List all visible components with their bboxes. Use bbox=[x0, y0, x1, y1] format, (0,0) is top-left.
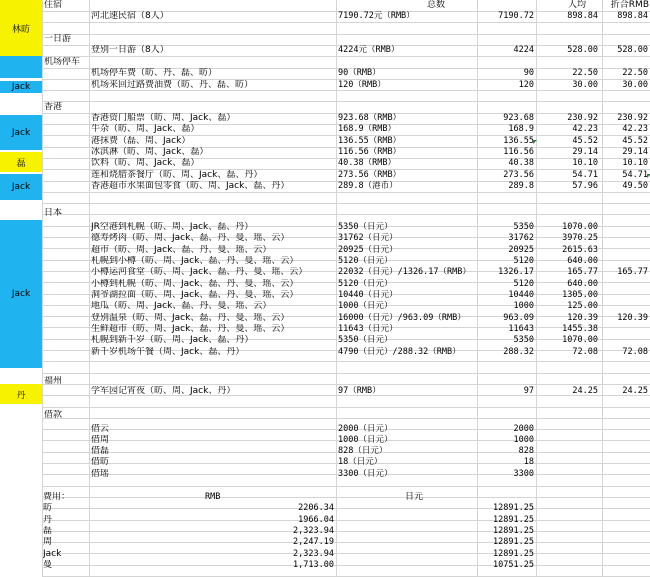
summary-jpy: 12891.25 bbox=[493, 503, 534, 513]
summary-rmb: 2,323.94 bbox=[293, 549, 334, 559]
expense-avg: 1305.00 bbox=[562, 290, 598, 300]
grid-line bbox=[42, 508, 650, 509]
expense-avg-rmb: 54.71 bbox=[622, 170, 648, 180]
loan-who: 借磊 bbox=[91, 446, 110, 456]
section-japan: 日本 bbox=[44, 208, 63, 218]
grid-line bbox=[42, 101, 650, 102]
summary-name: 昉 bbox=[43, 503, 53, 513]
loan-who: 借瑶 bbox=[91, 469, 110, 479]
expense-avg: 1070.00 bbox=[562, 222, 598, 232]
expense-avg: 30.00 bbox=[572, 80, 598, 90]
expense-rmb: 20925 bbox=[508, 245, 534, 255]
header-per-person-rmb: 折合RMB bbox=[610, 0, 649, 10]
band-label: Jack bbox=[11, 127, 31, 138]
summary-jpy: 12891.25 bbox=[493, 549, 534, 559]
expense-rmb: 1000 bbox=[513, 301, 534, 311]
expense-total: 168.9（RMB） bbox=[338, 124, 396, 134]
summary-name: 周 bbox=[43, 537, 53, 547]
grid-line bbox=[42, 407, 650, 408]
expense-total: 11643（日元） bbox=[338, 324, 398, 334]
grid-line bbox=[42, 384, 650, 385]
expense-total: 4790（日元）/288.32（RMB） bbox=[338, 347, 461, 357]
grid-line bbox=[42, 34, 650, 35]
loan-amount: 2000（日元） bbox=[338, 424, 393, 434]
expense-item: 小樽到札幌（昉、周、Jack、磊、丹、曼、瑶、云） bbox=[91, 279, 299, 289]
expense-rmb: 5350 bbox=[513, 222, 534, 232]
loan-value: 2000 bbox=[513, 424, 534, 434]
grid-line bbox=[42, 486, 650, 487]
section-loans: 借款 bbox=[44, 410, 63, 420]
expense-rmb: 7190.72 bbox=[498, 11, 534, 21]
section-one-day-tour: 一日游 bbox=[44, 34, 72, 44]
expense-avg: 54.71 bbox=[572, 170, 598, 180]
expense-avg-rmb: 72.08 bbox=[622, 347, 648, 357]
loan-who: 借周 bbox=[91, 435, 110, 445]
band-dan bbox=[0, 384, 42, 404]
expense-avg-rmb: 230.92 bbox=[617, 113, 648, 123]
expense-avg-rmb bbox=[603, 222, 648, 233]
grid-line bbox=[42, 22, 650, 23]
expense-rmb: 923.68 bbox=[503, 113, 534, 123]
grid-line bbox=[42, 214, 650, 215]
expense-avg-rmb: 898.84 bbox=[617, 11, 648, 21]
expense-rmb: 90 bbox=[523, 68, 534, 78]
grid-line bbox=[42, 531, 650, 532]
expense-rmb: 289.8 bbox=[508, 181, 534, 191]
expense-total: 116.56（RMB） bbox=[338, 147, 402, 157]
grid-line bbox=[42, 497, 650, 498]
expense-avg-rmb: 10.10 bbox=[622, 158, 648, 168]
expense-item: 登别温泉（昉、周、Jack、磊、丹、曼、瑶、云） bbox=[91, 313, 290, 323]
band-jack bbox=[0, 174, 42, 200]
expense-rmb: 31762 bbox=[508, 233, 534, 243]
band-label: Jack bbox=[11, 289, 31, 299]
summary-name: Jack bbox=[43, 549, 62, 559]
band-label: 磊 bbox=[16, 158, 26, 169]
expense-item: 小樽运河食堂（昉、周、Jack、磊、丹、曼、瑶、云） bbox=[91, 267, 308, 277]
expense-item: 港抹费（磊、周、Jack） bbox=[91, 136, 191, 146]
expense-item: 饮料（昉、周、Jack、磊） bbox=[91, 158, 200, 168]
header-per-person: 人均 bbox=[567, 0, 586, 10]
expense-rmb: 5350 bbox=[513, 335, 534, 345]
expense-avg: 45.52 bbox=[572, 136, 598, 146]
summary-rmb: 2206.34 bbox=[298, 503, 334, 513]
expense-avg-rmb bbox=[603, 324, 648, 335]
summary-rmb: 1966.04 bbox=[298, 515, 334, 525]
expense-avg-rmb bbox=[603, 290, 648, 301]
expense-total: 40.38（RMB） bbox=[338, 158, 396, 168]
expense-item: 超市（昉、周、Jack、磊、丹、曼、瑶、云） bbox=[91, 245, 272, 255]
expense-item: 香港超市水果面包零食（昉、周、Jack、磊、丹） bbox=[91, 181, 290, 191]
expense-avg: 165.77 bbox=[567, 267, 598, 277]
grid-line bbox=[42, 56, 650, 57]
expense-avg-rmb: 24.25 bbox=[622, 386, 648, 396]
grid-line bbox=[89, 0, 90, 577]
section-airport-parking: 机场停车 bbox=[44, 57, 81, 67]
expense-avg: 120.39 bbox=[567, 313, 598, 323]
band-jack bbox=[0, 220, 42, 368]
band-lei bbox=[0, 152, 42, 172]
expense-avg: 640.00 bbox=[567, 279, 598, 289]
summary-col-jpy: 日元 bbox=[405, 492, 424, 502]
expense-total: 273.56（RMB） bbox=[338, 170, 402, 180]
expense-avg-rmb: 22.50 bbox=[622, 68, 648, 78]
expense-avg: 640.00 bbox=[567, 256, 598, 266]
expense-rmb: 273.56 bbox=[503, 170, 534, 180]
expense-total: 22032（日元）/1326.17（RMB） bbox=[338, 267, 471, 277]
expense-total: 5120（日元） bbox=[338, 279, 393, 289]
summary-jpy: 12891.25 bbox=[493, 515, 534, 525]
expense-avg: 24.25 bbox=[572, 386, 598, 396]
grid-line bbox=[336, 0, 337, 577]
expense-rmb: 963.09 bbox=[503, 313, 534, 323]
expense-item: 登别一日游（8人） bbox=[91, 45, 169, 55]
grid-line bbox=[42, 373, 650, 374]
expense-total: 4224元（RMB） bbox=[338, 45, 400, 55]
expense-total: 5120（日元） bbox=[338, 256, 393, 266]
expense-item: 札幌到新千岁（昉、周、Jack、磊、丹） bbox=[91, 335, 254, 345]
expense-item: 地瓜（昉、周、Jack、磊、丹、曼、瑶、云） bbox=[91, 301, 272, 311]
grid-line bbox=[42, 418, 650, 419]
expense-avg: 57.96 bbox=[572, 181, 598, 191]
loan-who: 借云 bbox=[91, 424, 110, 434]
expense-avg: 72.08 bbox=[572, 347, 598, 357]
expense-avg-rmb bbox=[603, 233, 648, 244]
expense-total: 90（RMB） bbox=[338, 68, 381, 78]
expense-total: 7190.72元（RMB） bbox=[338, 11, 415, 21]
summary-jpy: 12891.25 bbox=[493, 537, 534, 547]
expense-total: 923.68（RMB） bbox=[338, 113, 402, 123]
expense-item: 莲和烧腊茶餐厅（昉、周、Jack、磊、丹） bbox=[91, 170, 263, 180]
expense-rmb: 168.9 bbox=[508, 124, 534, 134]
summary-name: 磊 bbox=[43, 526, 53, 536]
summary-label: 费用： bbox=[43, 492, 71, 502]
expense-total: 120（RMB） bbox=[338, 80, 386, 90]
expense-total: 1000（日元） bbox=[338, 301, 393, 311]
band-label: 林昉 bbox=[11, 24, 30, 35]
expense-avg: 1070.00 bbox=[562, 335, 598, 345]
expense-rmb: 5120 bbox=[513, 256, 534, 266]
expense-rmb: 40.38 bbox=[508, 158, 534, 168]
expense-avg-rmb: 120.39 bbox=[617, 313, 648, 323]
summary-rmb: 2,247.19 bbox=[293, 537, 334, 547]
expense-avg: 29.14 bbox=[572, 147, 598, 157]
expense-rmb: 120 bbox=[518, 80, 534, 90]
expense-item: 学军园记宵夜（昉、周、Jack、丹） bbox=[91, 386, 236, 396]
expense-rmb: 97 bbox=[523, 386, 534, 396]
expense-item: 冰淇淋（昉、周、Jack、磊） bbox=[91, 147, 209, 157]
expense-avg-rmb bbox=[603, 245, 648, 256]
header-total: 总数 bbox=[426, 0, 445, 10]
loan-amount: 18（日元） bbox=[338, 457, 383, 467]
band-label: Jack bbox=[11, 182, 31, 192]
grid-line bbox=[42, 0, 43, 577]
comment-indicator-icon bbox=[533, 140, 537, 144]
summary-name: 丹 bbox=[43, 515, 53, 525]
loan-value: 828 bbox=[518, 446, 534, 456]
expense-item: 新千岁机场午餐（周、Jack、磊、丹） bbox=[91, 347, 245, 357]
band-label: Jack bbox=[11, 82, 31, 92]
expense-item: 机场停车费（昉、丹、磊、昉） bbox=[91, 68, 218, 78]
expense-avg: 2615.63 bbox=[562, 245, 598, 255]
expense-item: JR空港到札幌（昉、周、Jack、磊、丹） bbox=[91, 222, 254, 232]
grid-line bbox=[42, 565, 650, 566]
expense-avg: 898.84 bbox=[567, 11, 598, 21]
expense-rmb: 116.56 bbox=[503, 147, 534, 157]
summary-name: 曼 bbox=[43, 560, 53, 570]
summary-rmb: 2,323.94 bbox=[293, 526, 334, 536]
grid-line bbox=[42, 361, 650, 362]
expense-total: 10440（日元） bbox=[338, 290, 398, 300]
band-label: 丹 bbox=[16, 390, 26, 401]
expense-item: 洞爷湖拉面（昉、周、Jack、磊、丹、曼、瑶、云） bbox=[91, 290, 299, 300]
expense-item: 生鲜超市（昉、周、Jack、磊、丹、曼、瑶、云） bbox=[91, 324, 290, 334]
grid-line bbox=[42, 542, 650, 543]
expense-avg-rmb: 528.00 bbox=[617, 45, 648, 55]
expense-avg: 3970.25 bbox=[562, 233, 598, 243]
band-jack bbox=[0, 115, 42, 150]
expense-rmb: 5120 bbox=[513, 279, 534, 289]
expense-avg-rmb bbox=[603, 256, 648, 267]
loan-who: 借昉 bbox=[91, 457, 110, 467]
expense-avg: 230.92 bbox=[567, 113, 598, 123]
grid-line bbox=[42, 203, 650, 204]
loan-value: 3300 bbox=[513, 469, 534, 479]
expense-item: 札幌到小樽（昉、周、Jack、磊、丹、曼、瑶、云） bbox=[91, 256, 299, 266]
expense-avg-rmb: 45.52 bbox=[622, 136, 648, 146]
loan-amount: 1000（日元） bbox=[338, 435, 393, 445]
expense-item: 机场来回过路费油费（昉、丹、磊、昉） bbox=[91, 80, 254, 90]
grid-line bbox=[42, 520, 650, 521]
expense-rmb: 4224 bbox=[513, 45, 534, 55]
loan-amount: 3300（日元） bbox=[338, 469, 393, 479]
summary-col-rmb: RMB bbox=[205, 492, 221, 502]
expense-total: 31762（日元） bbox=[338, 233, 398, 243]
expense-avg-rmb: 29.14 bbox=[622, 147, 648, 157]
summary-rmb: 1,713.00 bbox=[293, 560, 334, 570]
expense-total: 5350（日元） bbox=[338, 222, 393, 232]
expense-total: 16000（日元）/963.09（RMB） bbox=[338, 313, 466, 323]
expense-total: 289.8（港币） bbox=[338, 181, 398, 191]
expense-rmb: 288.32 bbox=[503, 347, 534, 357]
expense-avg: 125.00 bbox=[567, 301, 598, 311]
section-fuzhou: 福州 bbox=[44, 376, 63, 386]
expense-avg: 42.23 bbox=[572, 124, 598, 134]
loan-value: 1000 bbox=[513, 435, 534, 445]
expense-item: 牛杂（昉、周、Jack、磊） bbox=[91, 124, 200, 134]
expense-rmb: 10440 bbox=[508, 290, 534, 300]
header-category: 住宿 bbox=[44, 0, 63, 10]
expense-avg: 1455.38 bbox=[562, 324, 598, 334]
band-jack bbox=[0, 81, 42, 93]
expense-avg-rmb: 49.50 bbox=[622, 181, 648, 191]
expense-avg-rmb: 165.77 bbox=[617, 267, 648, 277]
expense-total: 20925（日元） bbox=[338, 245, 398, 255]
expense-avg-rmb: 42.23 bbox=[622, 124, 648, 134]
expense-rmb: 136.55 bbox=[503, 136, 534, 146]
summary-jpy: 12891.25 bbox=[493, 526, 534, 536]
loan-value: 18 bbox=[523, 457, 534, 467]
expense-total: 136.55（RMB） bbox=[338, 136, 402, 146]
grid-line bbox=[42, 553, 650, 554]
expense-avg: 22.50 bbox=[572, 68, 598, 78]
expense-avg: 10.10 bbox=[572, 158, 598, 168]
expense-avg-rmb bbox=[603, 279, 648, 290]
band-cyan bbox=[0, 56, 42, 78]
grid-line bbox=[42, 192, 650, 193]
band-fang bbox=[0, 0, 42, 56]
expense-rmb: 11643 bbox=[508, 324, 534, 334]
section-hongkong: 香港 bbox=[44, 102, 63, 112]
summary-jpy: 10751.25 bbox=[493, 560, 534, 570]
loan-amount: 828（日元） bbox=[338, 446, 388, 456]
expense-item: 河北速民宿（8人） bbox=[91, 11, 169, 21]
expense-total: 5350（日元） bbox=[338, 335, 393, 345]
expense-avg-rmb bbox=[603, 335, 648, 346]
expense-avg-rmb: 30.00 bbox=[622, 80, 648, 90]
expense-avg-rmb bbox=[603, 301, 648, 312]
expense-item: 香港资门船票（昉、周、Jack、磊） bbox=[91, 113, 236, 123]
expense-item: 德寿烤肉（昉、周、Jack、磊、丹、曼、瑶、云） bbox=[91, 233, 290, 243]
expense-avg: 528.00 bbox=[567, 45, 598, 55]
expense-total: 97（RMB） bbox=[338, 386, 381, 396]
expense-rmb: 1326.17 bbox=[498, 267, 534, 277]
